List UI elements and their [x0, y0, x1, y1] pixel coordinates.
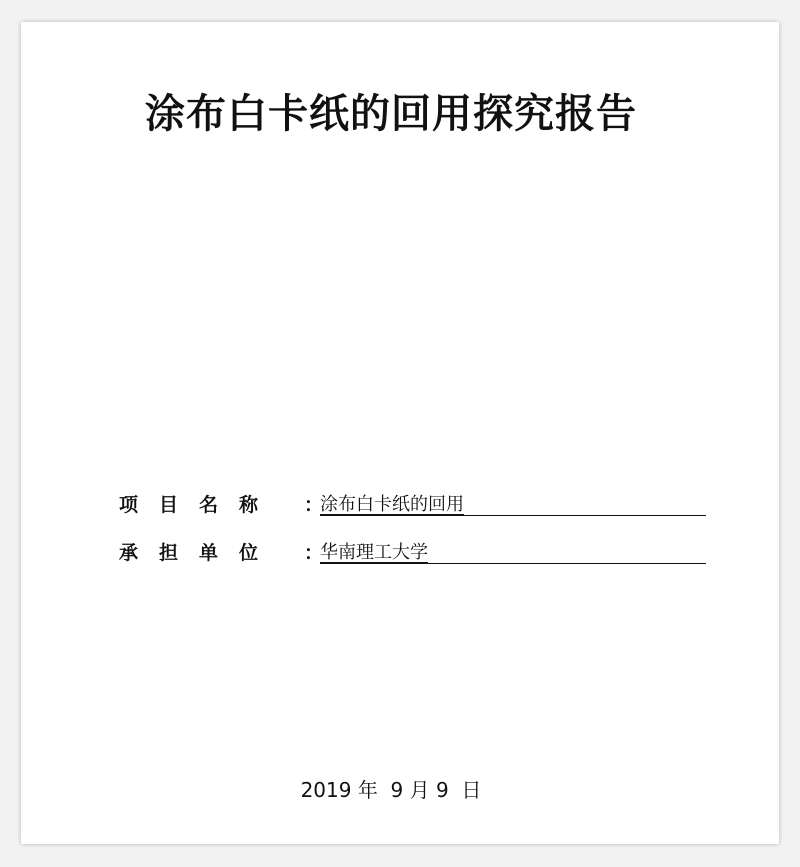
report-date: 2019 年 9 月 9 日 [300, 778, 482, 802]
project-name-value-line [320, 490, 706, 516]
project-name-row [119, 488, 709, 516]
undertaking-unit-label: 承担单位 [119, 542, 280, 564]
undertaking-unit-value: 华南理工大学 [320, 542, 428, 563]
document-page [21, 22, 779, 844]
undertaking-unit-row [119, 536, 709, 564]
undertaking-unit-colon: ： [304, 542, 324, 564]
project-name-label: 项目名称 [119, 494, 280, 516]
project-name-colon: ： [304, 494, 324, 516]
undertaking-unit-value-line [320, 538, 706, 564]
document-title: 涂布白卡纸的回用探究报告 [145, 91, 637, 137]
project-name-value: 涂布白卡纸的回用 [320, 494, 464, 515]
